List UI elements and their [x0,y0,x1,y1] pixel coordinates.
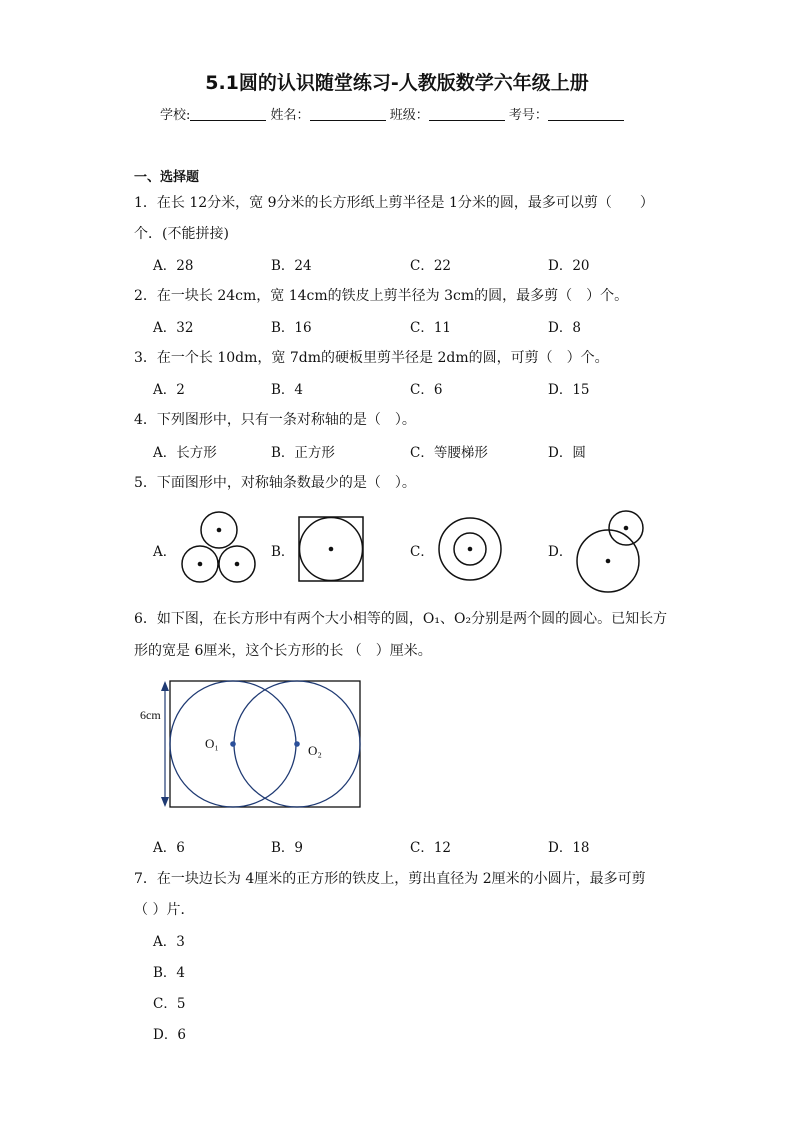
question-6-stem: 6．如下图，在长方形中有两个大小相等的圆，O₁、O₂分别是两个圆的圆心。已知长方 [134,611,668,627]
q6-option-d[interactable]: D．18 [548,840,590,856]
q5-figure-c [434,514,506,586]
q5-option-c[interactable]: C． [410,544,434,560]
name-blank[interactable] [310,120,386,121]
q3-option-a[interactable]: A．2 [153,382,185,398]
question-6-stem-cont: 形的宽是 6厘米，这个长方形的长 （ ）厘米。 [134,643,432,659]
q4-option-b[interactable]: B．正方形 [271,445,335,461]
q5-option-b[interactable]: B． [271,544,295,560]
q4-option-d[interactable]: D．圆 [548,445,586,461]
q6-option-b[interactable]: B．9 [271,840,304,856]
q6-figure [138,675,368,815]
q3-option-d[interactable]: D．15 [548,382,590,398]
q4-option-a[interactable]: A．长方形 [153,445,217,461]
q1-option-d[interactable]: D．20 [548,258,590,274]
section-title: 一、选择题 [134,170,200,185]
q6-option-a[interactable]: A．6 [153,840,185,856]
q7-option-b[interactable]: B．4 [153,965,186,981]
q4-option-c[interactable]: C．等腰梯形 [410,445,488,461]
question-2-stem: 2．在一块长 24cm，宽 14cm的铁皮上剪半径为 3cm的圆，最多剪（ ）个。 [134,288,629,304]
q3-option-c[interactable]: C．6 [410,382,443,398]
q1-option-b[interactable]: B．24 [271,258,312,274]
name-label: 姓名： [270,108,310,123]
school-label: 学校: [160,108,191,123]
question-1-stem-cont: 个．(不能拼接) [134,226,229,242]
question-3-stem: 3．在一个长 10dm，宽 7dm的硬板里剪半径是 2dm的圆，可剪（ ）个。 [134,350,609,366]
question-7-stem-cont: （ ）片． [134,902,195,918]
exam-no-label: 考号： [508,108,548,123]
q2-option-b[interactable]: B．16 [271,320,312,336]
q2-option-c[interactable]: C．11 [410,320,452,336]
school-blank[interactable] [190,120,266,121]
q5-figure-a [170,505,270,590]
q7-option-d[interactable]: D．6 [153,1027,186,1043]
q5-figure-b [296,514,366,584]
q6-o1-label: O₁ [205,736,219,751]
q2-option-a[interactable]: A．32 [153,320,194,336]
q5-figure-d [572,506,652,596]
class-blank[interactable] [429,120,505,121]
question-5-stem: 5．下面图形中，对称轴条数最少的是（ ）。 [134,475,416,491]
q6-width-label: 6cm [140,708,161,722]
q3-option-b[interactable]: B．4 [271,382,304,398]
q7-option-c[interactable]: C．5 [153,996,186,1012]
q2-option-d[interactable]: D．8 [548,320,581,336]
q5-option-d[interactable]: D． [548,544,573,560]
question-7-stem: 7．在一块边长为 4厘米的正方形的铁皮上，剪出直径为 2厘米的小圆片，最多可剪 [134,871,646,887]
q1-option-c[interactable]: C．22 [410,258,452,274]
question-4-stem: 4．下列图形中，只有一条对称轴的是（ ）。 [134,412,416,428]
exam-no-blank[interactable] [548,120,624,121]
q6-option-c[interactable]: C．12 [410,840,452,856]
class-label: 班级： [389,108,429,123]
q5-option-a[interactable]: A． [153,544,177,560]
q6-o2-label: O₂ [308,743,322,758]
page-title: 5.1圆的认识随堂练习-人教版数学六年级上册 [205,72,589,94]
question-1-stem: 1．在长 12分米，宽 9分米的长方形纸上剪半径是 1分米的圆，最多可以剪（ ） [134,195,654,211]
q1-option-a[interactable]: A．28 [153,258,194,274]
student-info-line [160,104,624,123]
q7-option-a[interactable]: A．3 [153,934,185,950]
